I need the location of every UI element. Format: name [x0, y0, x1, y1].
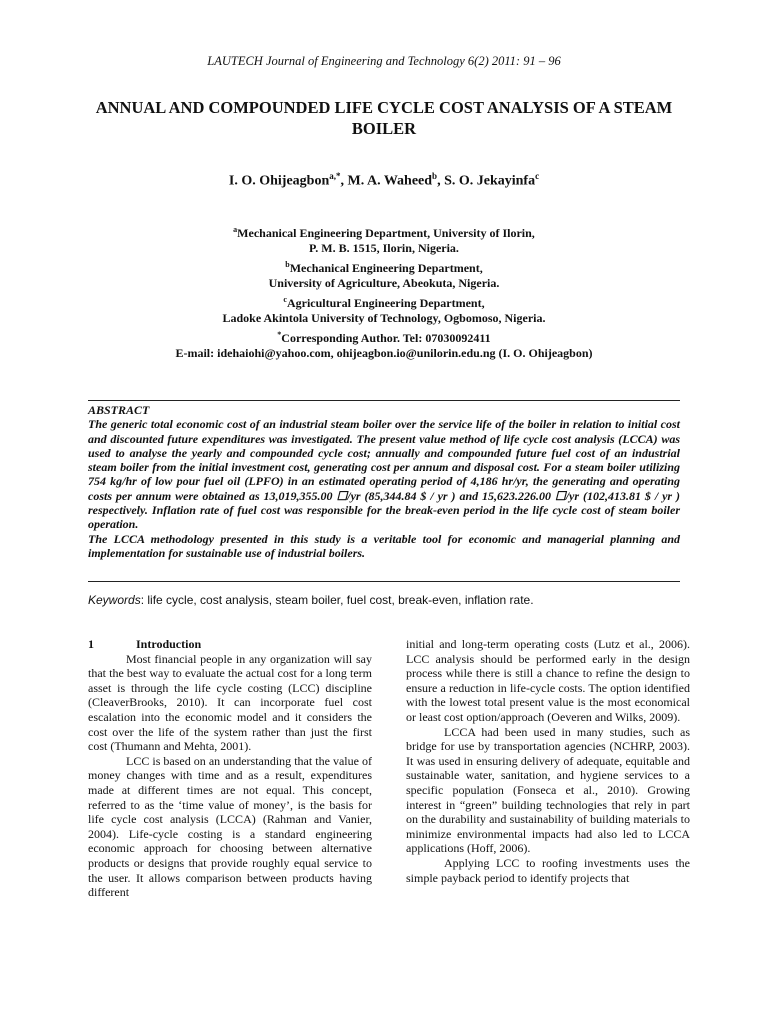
abstract-paragraph: The generic total economic cost of an industrial steam boiler over the service life of the boiler in relation to initial cost and discounted future expenditures was investigated. The present value method of life cycle cost analysis (LCCA) was used to analyse the yearly and compounded cycle cost; annually and compounded future fuel cost of an industrial steam boiler from the initial investment cost, generating cost per annum and disposal cost. For a steam boiler utilizing 754 kg/hr of low pour fuel oil (LPFO) in an estimated operating period of 4,186 hr/yr, the generating and operating costs per annum were obtained as 13,019,355.00 ☐/yr (85,344.84 $ / yr ) and 15,623.226.00 ☐/yr (102,413.81 $ / yr ) respectively. Inflation rate of fuel cost was responsible for the break-even period in the life cycle cost of steam boiler operation.: [88, 417, 680, 532]
abstract-top-rule: [88, 400, 680, 401]
body-paragraph: LCC is based on an understanding that the value of money changes with time and as a result, expenditures made at different times are not equal. This concept, referred to as the ‘time value of money’, is the basis for life cycle cost analysis (LCCA) (Rahman and Vanier, 2004). Life-cycle costing is a standard engineering economic approach for choosing between alternative products or designs that provide roughly equal service to the user. It allows comparison between products having different: [88, 753, 372, 900]
section-heading: [88, 637, 372, 652]
keywords-label: Keywords: [88, 593, 141, 607]
author-name: , S. O. Jekayinfa: [437, 173, 536, 189]
paper-title: ANNUAL AND COMPOUNDED LIFE CYCLE COST ANALYSIS OF A STEAM BOILER: [95, 98, 673, 138]
body-paragraph: Most financial people in any organization will say that the best way to evaluate the actual cost for a long term asset is through the life cycle costing (LCC) discipline (CleaverBrooks, 2010). It can incorporate fuel cost escalation into the economic model and it considers the cost over the life of the system rather than just the first cost (Thumann and Mehta, 2001).: [88, 651, 372, 754]
affiliation-superscript: b: [285, 260, 290, 269]
affiliation-line: Agricultural Engineering Department,: [286, 296, 485, 310]
affiliation-b: [0, 258, 768, 276]
body-paragraph: Applying LCC to roofing investments uses the simple payback period to identify projects that: [406, 855, 690, 885]
affiliation-line: University of Agriculture, Abeokuta, Nigeria.: [268, 275, 500, 290]
corresponding-author: [0, 328, 768, 346]
affiliations: [0, 223, 768, 360]
journal-header: LAUTECH Journal of Engineering and Technology 6(2) 2011: 91 – 96: [207, 54, 561, 68]
abstract-bottom-rule: [88, 581, 680, 582]
affiliation-superscript: a: [233, 225, 238, 234]
abstract-paragraph: The LCCA methodology presented in this study is a veritable tool for economic and managerial planning and implementation for sustainable use of industrial boilers.: [88, 531, 680, 560]
corresponding-author-text: Corresponding Author. Tel: 07030092411: [281, 331, 491, 345]
left-column: [88, 637, 372, 900]
affiliation-a: [0, 223, 768, 241]
author-superscript: c: [535, 171, 540, 181]
section-title: Introduction: [136, 637, 202, 651]
author-email: E-mail: idehaiohi@yahoo.com, ohijeagbon.io@unilorin.edu.ng (I. O. Ohijeagbon): [175, 345, 593, 360]
right-column: [406, 637, 690, 885]
affiliation-superscript: *: [277, 330, 282, 339]
author-name: , M. A. Waheed: [340, 173, 433, 189]
keywords-line: [88, 593, 680, 607]
affiliation-c: [0, 293, 768, 311]
author-list: [0, 171, 768, 190]
author-superscript: a,*: [329, 171, 341, 181]
section-number: 1: [88, 637, 94, 651]
affiliation-line: Mechanical Engineering Department, University of Ilorin,: [237, 226, 535, 240]
author-name: I. O. Ohijeagbon: [228, 173, 330, 189]
body-paragraph: initial and long-term operating costs (Lutz et al., 2006). LCC analysis should be performed early in the design process while there is still a chance to refine the design to ensure a reduction in life-cycle costs. The option identified with the lowest total present value is the most economical or least cost option/approach (Oeveren and Wilks, 2009).: [406, 637, 690, 724]
abstract-block: [88, 403, 680, 560]
author-superscript: b: [432, 171, 438, 181]
abstract-heading: ABSTRACT: [88, 403, 150, 417]
affiliation-superscript: c: [283, 295, 287, 304]
body-paragraph: LCCA had been used in many studies, such as bridge for use by transportation agencies (NCHRP, 2003). It was used in ensuring delivery of adequate, equitable and sustainable water, sanitation, and hygiene services to a specific population (Fonseca et al., 2010). Growing interest in “green” building technologies that rely in part on the durability and sustainability of building materials to minimize environmental impacts had also led to LCCA applications (Hoff, 2006).: [406, 724, 690, 856]
affiliation-line: Ladoke Akintola University of Technology, Ogbomoso, Nigeria.: [222, 310, 546, 325]
affiliation-line: P. M. B. 1515, Ilorin, Nigeria.: [309, 240, 459, 255]
affiliation-line: Mechanical Engineering Department,: [289, 261, 483, 275]
keywords-text: : life cycle, cost analysis, steam boiler, fuel cost, break-even, inflation rate.: [140, 593, 534, 607]
